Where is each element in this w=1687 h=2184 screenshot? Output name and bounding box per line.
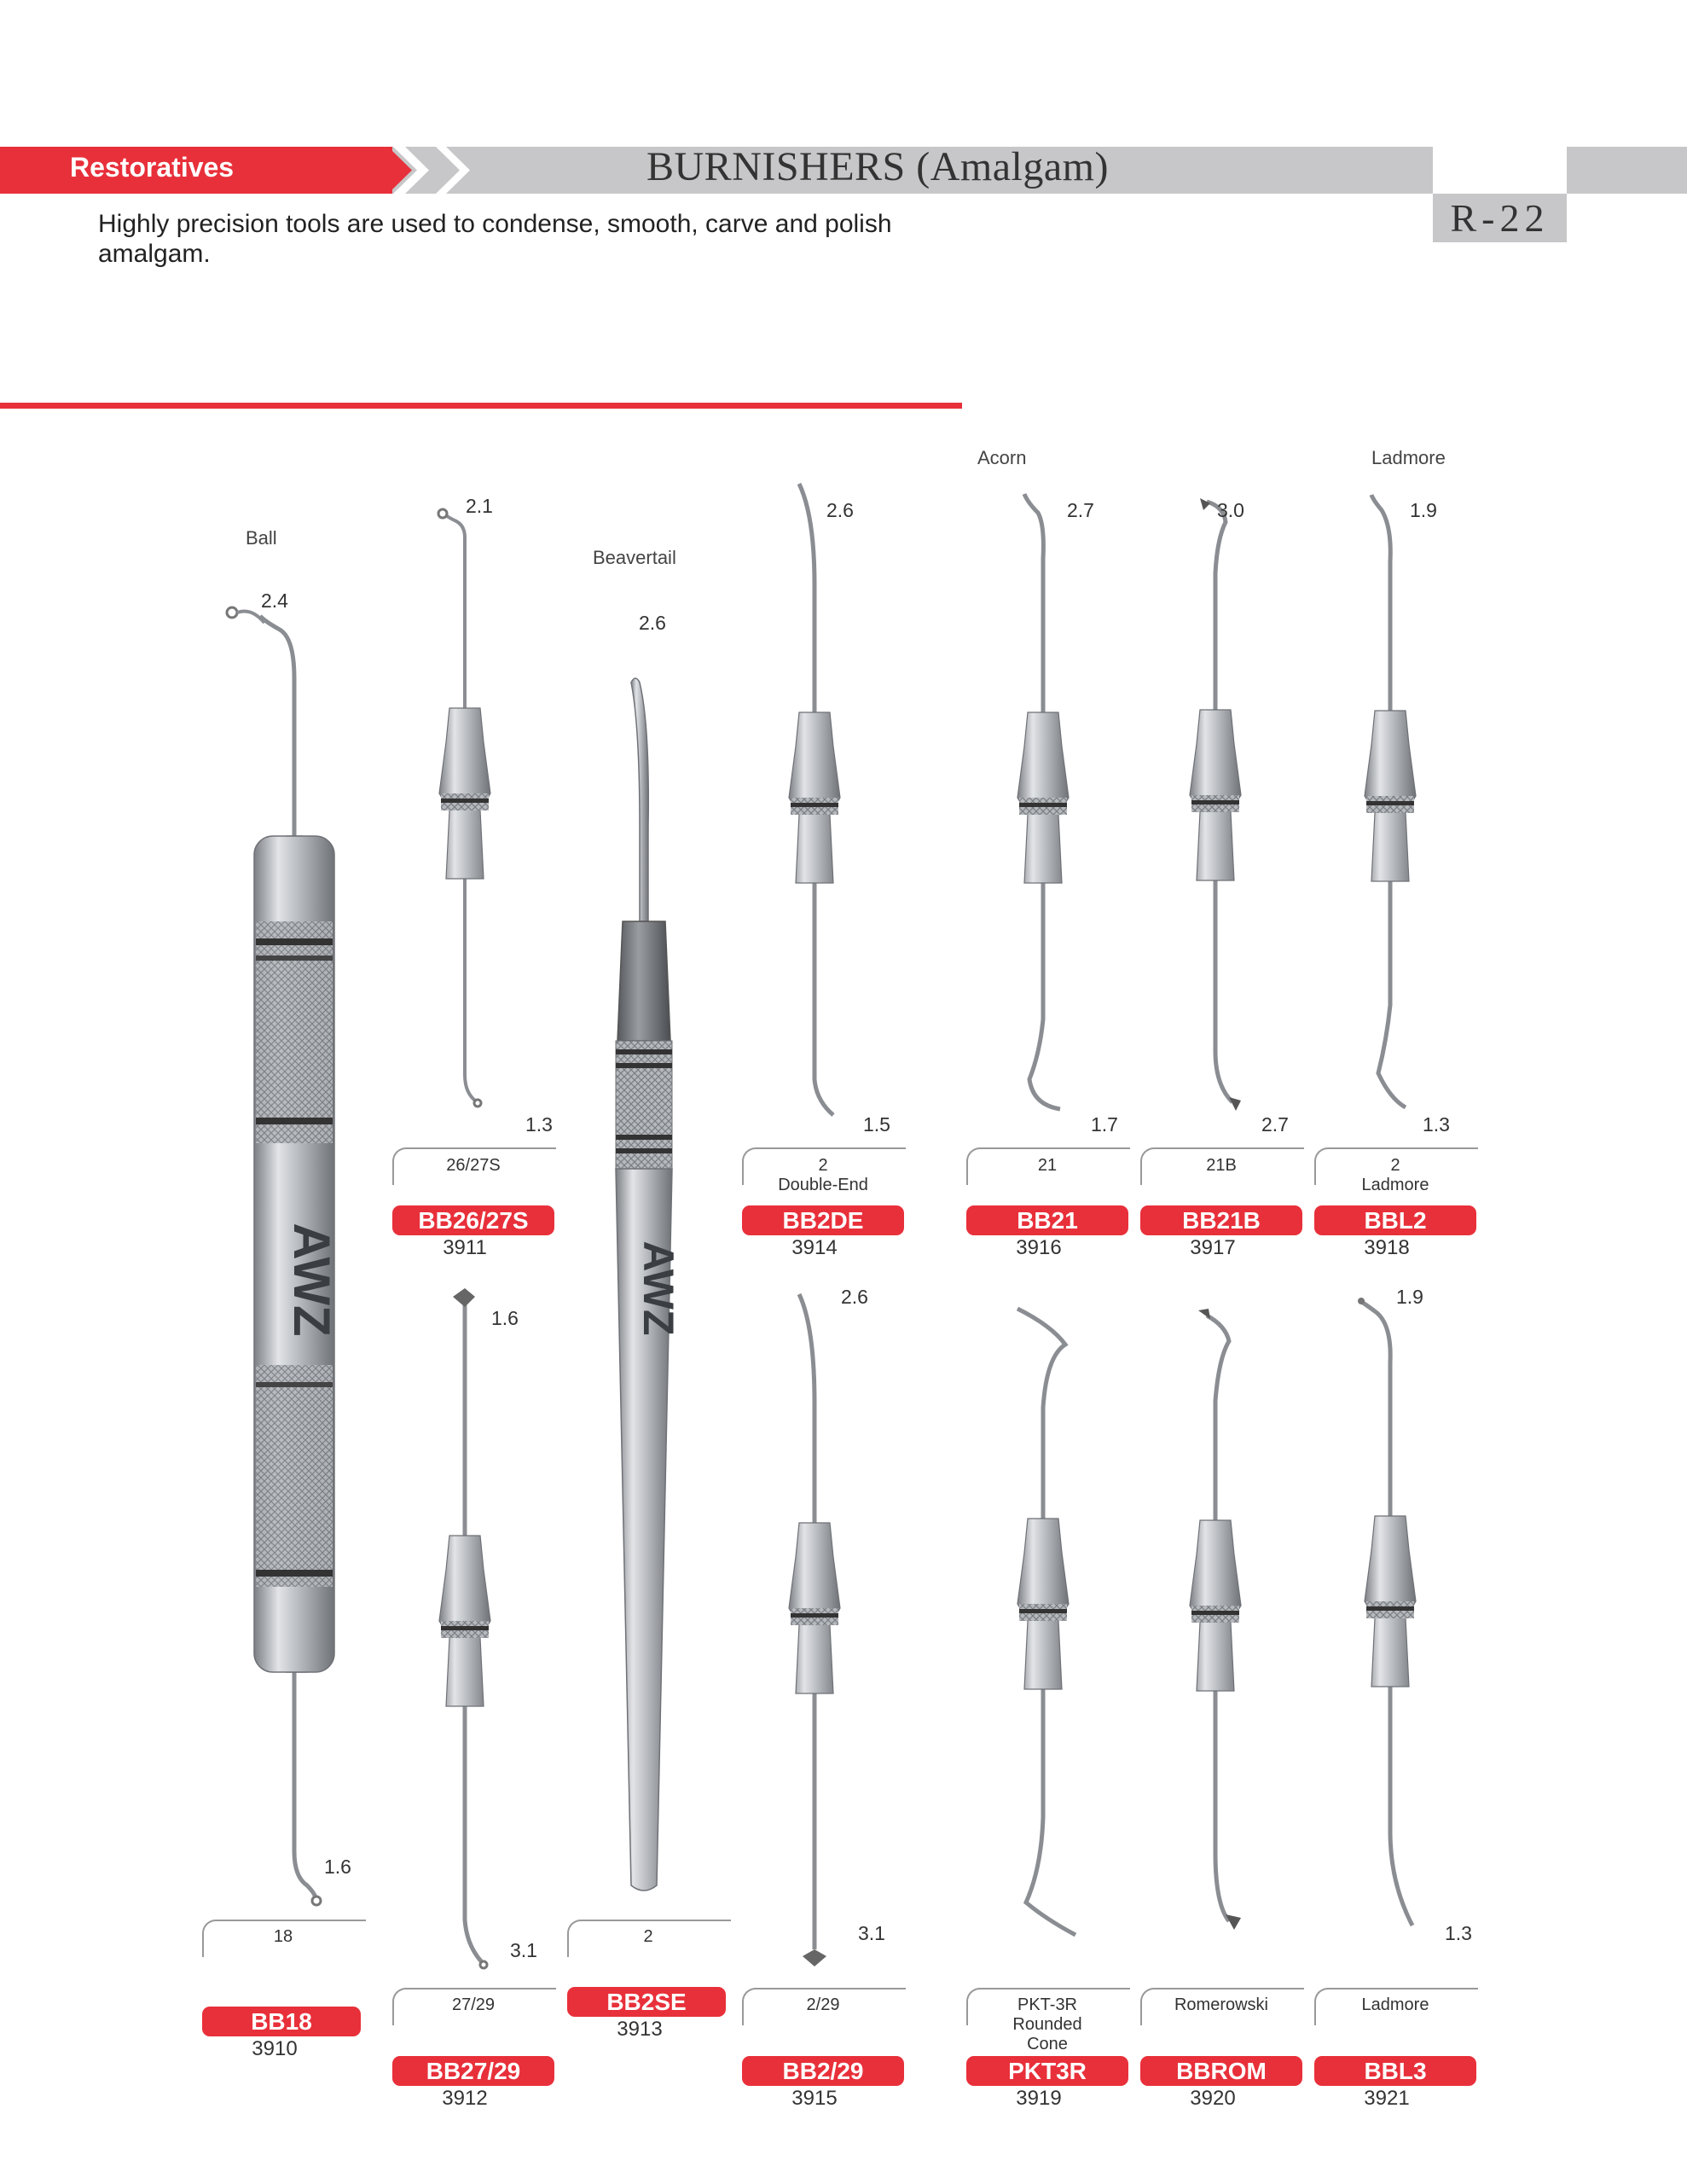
instrument-bbl2 bbox=[1356, 493, 1450, 1133]
pattern-label-bb2se: 2 bbox=[643, 1927, 653, 1946]
tip-top-bb2-29: 2.6 bbox=[841, 1286, 868, 1308]
pattern-line-2: Ladmore bbox=[1361, 1176, 1429, 1194]
tip-bottom-bb21b: 2.7 bbox=[1261, 1113, 1289, 1136]
pattern-label-bb21: 21 bbox=[1037, 1156, 1058, 1175]
item-number-bb18: 3910 bbox=[252, 2037, 298, 2060]
code-badge-bb2se: BB2SE bbox=[567, 1987, 726, 2017]
instrument-pkt3r bbox=[1009, 1305, 1103, 1945]
tip-bottom-bb21: 1.7 bbox=[1091, 1113, 1118, 1136]
code-badge-bb18: BB18 bbox=[202, 2007, 361, 2036]
pattern-label-bb2de bbox=[742, 1156, 904, 1195]
tip-top-bb21b: 3.0 bbox=[1217, 499, 1244, 521]
pattern-label-bbl3: Ladmore bbox=[1361, 1995, 1429, 2014]
code-badge-bb2de: BB2DE bbox=[742, 1205, 904, 1235]
item-number-bb21: 3916 bbox=[1016, 1236, 1062, 1259]
pattern-label-bb27-29: 27/29 bbox=[451, 1995, 496, 2014]
pattern-label-bb26-27s: 26/27S bbox=[446, 1156, 501, 1175]
instrument-bb2de bbox=[780, 482, 857, 1147]
page-code: R-22 bbox=[1433, 194, 1567, 242]
divider-rule bbox=[0, 403, 962, 409]
pattern-line-1: 2 bbox=[818, 1156, 828, 1175]
instrument-bb2-29 bbox=[780, 1292, 857, 1975]
instrument-bb26-27s bbox=[431, 503, 507, 1118]
code-badge-bbl3: BBL3 bbox=[1314, 2056, 1476, 2086]
tip-top-bb2se: 2.6 bbox=[639, 612, 666, 634]
tip-top-bb26-27s: 2.1 bbox=[466, 495, 493, 517]
item-number-pkt3r: 3919 bbox=[1016, 2087, 1062, 2110]
chevron-arrow-icon bbox=[388, 147, 507, 194]
group-label-acorn: Acorn bbox=[977, 447, 1027, 468]
pattern-label-bbl2 bbox=[1314, 1156, 1476, 1195]
tip-bottom-bb26-27s: 1.3 bbox=[525, 1113, 553, 1136]
code-badge-bb26-27s: BB26/27S bbox=[392, 1205, 554, 1235]
pattern-label-bb2-29: 2/29 bbox=[806, 1995, 840, 2014]
tip-bottom-bb18: 1.6 bbox=[324, 1856, 351, 1878]
instrument-bb21b bbox=[1181, 497, 1275, 1128]
svg-text:AWZ: AWZ bbox=[635, 1240, 682, 1336]
item-number-bbl2: 3918 bbox=[1364, 1236, 1410, 1259]
header-gap bbox=[1433, 147, 1567, 194]
tip-bottom-bbl3: 1.3 bbox=[1445, 1922, 1472, 1944]
code-badge-bb2-29: BB2/29 bbox=[742, 2056, 904, 2086]
item-number-bb21b: 3917 bbox=[1190, 1236, 1236, 1259]
tip-top-bbl3: 1.9 bbox=[1396, 1286, 1423, 1308]
pattern-line-1: 2 bbox=[1390, 1156, 1400, 1175]
group-label-ball: Ball bbox=[246, 527, 277, 549]
item-number-bb27-29: 3912 bbox=[442, 2087, 488, 2110]
tip-bottom-bb2de: 1.5 bbox=[863, 1113, 890, 1136]
code-badge-bbrom: BBROM bbox=[1140, 2056, 1302, 2086]
pattern-label-bbrom: Romerowski bbox=[1174, 1995, 1269, 2014]
tip-bottom-bbl2: 1.3 bbox=[1423, 1113, 1450, 1136]
tip-top-bb21: 2.7 bbox=[1067, 499, 1094, 521]
tip-top-bb2de: 2.6 bbox=[826, 499, 854, 521]
tip-top-bb18: 2.4 bbox=[261, 590, 288, 612]
tip-bottom-bb2-29: 3.1 bbox=[858, 1922, 885, 1944]
code-badge-bb21b: BB21B bbox=[1140, 1205, 1302, 1235]
item-number-bbrom: 3920 bbox=[1190, 2087, 1236, 2110]
instrument-bb2se bbox=[597, 674, 691, 1902]
instrument-bb21 bbox=[1009, 491, 1103, 1139]
item-number-bb2de: 3914 bbox=[791, 1236, 838, 1259]
code-badge-bb27-29: BB27/29 bbox=[392, 2056, 554, 2086]
item-number-bb2-29: 3915 bbox=[791, 2087, 838, 2110]
group-label-ladmore: Ladmore bbox=[1371, 447, 1446, 468]
pattern-label-bb21b: 21B bbox=[1206, 1156, 1237, 1175]
pattern-line-2: Double-End bbox=[778, 1176, 868, 1194]
item-number-bb26-27s: 3911 bbox=[443, 1236, 487, 1259]
tip-top-bbl2: 1.9 bbox=[1410, 499, 1437, 521]
page-title: BURNISHERS (Amalgam) bbox=[646, 144, 1109, 189]
group-label-beavertail: Beavertail bbox=[593, 547, 676, 568]
code-badge-bbl2: BBL2 bbox=[1314, 1205, 1476, 1235]
pattern-line-2: Rounded bbox=[1012, 2015, 1082, 2034]
instrument-bb27-29 bbox=[431, 1288, 507, 1971]
code-badge-bb21: BB21 bbox=[966, 1205, 1128, 1235]
item-number-bb2se: 3913 bbox=[617, 2018, 663, 2041]
tip-bottom-bb27-29: 3.1 bbox=[510, 1939, 537, 1961]
instrument-bb18 bbox=[213, 597, 384, 1911]
instrument-bbrom bbox=[1181, 1307, 1275, 1938]
item-number-bbl3: 3921 bbox=[1364, 2087, 1410, 2110]
tip-top-bb27-29: 1.6 bbox=[491, 1307, 519, 1329]
code-badge-pkt3r: PKT3R bbox=[966, 2056, 1128, 2086]
pattern-label-pkt3r bbox=[966, 1995, 1128, 2054]
pattern-line-1: PKT-3R bbox=[1017, 1995, 1078, 2014]
instrument-bbl3 bbox=[1356, 1294, 1450, 1943]
pattern-line-3: Cone bbox=[1027, 2035, 1068, 2053]
svg-text:AWZ: AWZ bbox=[283, 1223, 340, 1337]
category-label: Restoratives bbox=[70, 152, 235, 183]
description: Highly precision tools are used to condense, smooth, carve and polish amalgam. bbox=[98, 210, 892, 268]
pattern-label-bb18: 18 bbox=[273, 1927, 293, 1946]
